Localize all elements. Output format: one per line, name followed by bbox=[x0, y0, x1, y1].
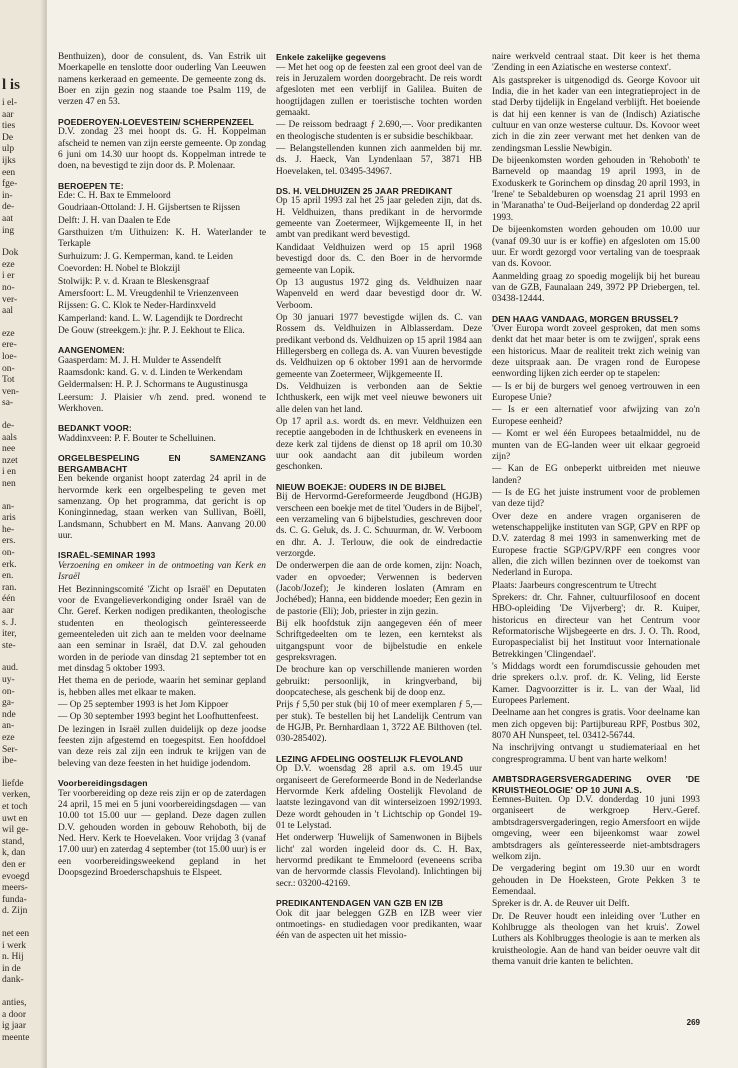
spine-fragment: uwt en bbox=[2, 813, 28, 824]
spine-fragment: ers. bbox=[2, 536, 16, 547]
spine-fragment: no- bbox=[2, 283, 15, 293]
spine-fragment: Ser- bbox=[2, 744, 18, 755]
spine-fragment: i en bbox=[2, 467, 16, 478]
spine-fragment: et toch bbox=[2, 802, 28, 812]
paragraph: Op D.V. woensdag 28 april a.s. om 19.45 uur organiseert de Gereformeerde Bond in de Nederlandse Hervormde Kerk afdeling Oostelijk Flevoland de laatste lezingavond van dit winterseizoen 1992/1993. Deze wordt gehouden in 't Lichtschip op Gondel 19-01 te Lelystad. bbox=[276, 764, 482, 831]
section-heading: AMBTSDRAGERSVERGADERING OVER 'DE KRUISTHEOLOGIE' OP 10 JUNI A.S. bbox=[492, 774, 700, 795]
spine-fragment: eze bbox=[2, 733, 15, 743]
adjacent-page-spine bbox=[0, 0, 47, 1068]
paragraph: Het thema en de periode, waarin het seminar gepland is, hebben alles met elkaar te maken. bbox=[58, 676, 266, 698]
paragraph: Ds. Veldhuizen is verbonden aan de Sektie Ichthuskerk, een wijk met veel nieuwe bewoners uit alle delen van het land. bbox=[276, 381, 482, 415]
spine-fragment: stand, bbox=[2, 836, 25, 847]
paragraph: Rijssen: G. C. Klok te Neder-Hardinxveld bbox=[58, 301, 216, 312]
spine-fragment: eze bbox=[2, 259, 15, 270]
paragraph: Amersfoort: L. M. Vreugdenhil te Vrienzenveen bbox=[58, 288, 239, 299]
paragraph: Een bekende organist hoopt zaterdag 24 april in de hervormde kerk een orgelbespeling te geven met samenzang. Op het programma, dat gericht is op Koninginnedag, staan werken van Sullivan, Boëll, Landsmann, Schubbert en M. Mans. Aanvang 20.00 uur. bbox=[58, 474, 266, 541]
paragraph: 'Over Europa wordt zoveel gesproken, dat men soms denkt dat het maar beter is om te zwijgen', sprak eens een historicus. Maar de realiteit trekt zich weinig van deze uitspraak aan. De vragen rond de Europese eenwording lijken zich eerder op te stapelen: bbox=[492, 324, 700, 380]
paragraph: — Komt er wel één Europees betaalmiddel, nu de munten van de EG-landen weer uit elkaar gegroeid zijn? bbox=[492, 429, 700, 462]
spine-fragment: ulp bbox=[2, 144, 15, 155]
paragraph: Surhuizum: J. G. Kemperman, kand. te Leiden bbox=[58, 251, 233, 262]
spine-fragment: fge- bbox=[2, 179, 18, 190]
paragraph: Ede: C. H. Bax te Emmeloord bbox=[58, 191, 171, 202]
paragraph: Op 17 april a.s. wordt ds. en mevr. Veldhuizen een receptie aangeboden in de Ichthuskerk en eveneens in deze kerk zal tijdens de dienst op 18 april om 10.30 uur ook aandacht aan dit jubileum worden geschonken. bbox=[276, 416, 482, 473]
spine-fragment: verken, bbox=[2, 790, 31, 801]
paragraph: Delft: J. H. van Daalen te Ede bbox=[58, 215, 171, 226]
spine-fragment: ere- bbox=[2, 340, 17, 351]
paragraph: Garsthuizen t/m Uithuizen: K. H. Waterlander te Terkaple bbox=[58, 228, 266, 250]
paragraph: — Op 25 september 1993 is het Jom Kippoer bbox=[58, 699, 229, 710]
paragraph: Plaats: Jaarbeurs congrescentrum te Utrecht bbox=[492, 580, 657, 591]
spine-fragment: in de bbox=[2, 963, 21, 974]
spine-fragment: an- bbox=[2, 501, 15, 512]
spine-fragment: aar bbox=[2, 606, 14, 616]
section-heading: PREDIKANTENDAGEN VAN GZB EN IZB bbox=[276, 898, 444, 909]
spine-fragment: ste- bbox=[2, 640, 16, 651]
spine-fragment: sa- bbox=[2, 398, 14, 409]
spine-fragment: dank- bbox=[2, 975, 24, 986]
paragraph: Aanmelding graag zo spoedig mogelijk bij het bureau van de GZB, Faunalaan 249, 3972 PP Driebergen, tel. 03438-12444. bbox=[492, 271, 700, 305]
paragraph: De vergadering begint om 19.30 uur en wordt gehouden in De Hoeksteen, Grote Pekken 3 te Eemendaal. bbox=[492, 864, 700, 897]
section-heading: ORGELBESPELING EN SAMENZANG BERGAMBACHT bbox=[58, 453, 266, 474]
spine-fragment: net een bbox=[2, 929, 30, 939]
spine-fragment: on- bbox=[2, 363, 15, 374]
paragraph: De bijeenkomsten worden gehouden in 'Rehoboth' te Barneveld op maandag 19 april 1993, in de Exoduskerk te Gorinchem op dinsdag 20 april 1993, in 'Irene' te Sebaldeburen op woensdag 21 april 1993 en in 'Maranatha' te Oud-Beijerland op donderdag 22 april 1993. bbox=[492, 156, 700, 223]
paragraph: De bijeenkomsten worden gehouden om 10.00 uur (vanaf 09.30 uur is er koffie) en afgesloten om 15.00 uur. Er wordt gezorgd voor vertaling van de toespraak van ds. Kovoor. bbox=[492, 225, 700, 270]
paragraph: Raamsdonk: kand. G. v. d. Linden te Werkendam bbox=[58, 368, 243, 379]
paragraph: De brochure kan op verschillende manieren worden gebruikt: persoonlijk, in kringverband, bij doopcatechese, als geschenk bij de doop enz. bbox=[276, 665, 482, 699]
paragraph: Sprekers: dr. Chr. Fahner, cultuurfilosoof en docent HBO-opleiding 'De Vijverberg'; dr. R. Kuiper, historicus en directeur van het Centrum voor Reformatorische Wijsbegeerte en drs. J. O. Th. Rood, Europaspecialist bij het Instituut voor Internationale Betrekkingen 'Clingendael'. bbox=[492, 592, 700, 660]
paragraph: naire werkveld centraal staat. Dit keer is het thema 'Zending in een Aziatische en westerse context'. bbox=[492, 52, 700, 74]
spine-fragment: Dok bbox=[2, 248, 19, 259]
spine-fragment: loe- bbox=[2, 352, 17, 362]
paragraph: Geldermalsen: H. P. J. Schormans te Augustinusga bbox=[58, 380, 248, 391]
spine-fragment: on- bbox=[2, 548, 15, 558]
paragraph: Dr. De Reuver houdt een inleiding over 'Luther en Kohlbrugge als theologen van het kruis'. Zowel Luthers als Kohlbrugges theologie is aan te merken als kruistheologie. Aan de hand van beider oeuvre valt dit thema vanuit drie kanten te belichten. bbox=[492, 911, 700, 967]
spine-fragment: l is bbox=[2, 77, 20, 93]
column-middle bbox=[276, 52, 482, 944]
paragraph: De Gouw (streekgem.): jhr. P. J. Eekhout te Elica. bbox=[58, 325, 245, 336]
spine-fragment: nee bbox=[2, 444, 16, 455]
section-subtitle: Verzoening en omkeer in de ontmoeting van Kerk en Israël bbox=[58, 560, 266, 583]
paragraph: — Is er bij de burgers wel genoeg vertrouwen in een Europese Unie? bbox=[492, 381, 700, 404]
spine-fragment: nde bbox=[2, 709, 16, 720]
paragraph: Op 30 januari 1977 bevestigde wijlen ds. C. van Rossem ds. Veldhuizen in Alblasserdam. Deze predikant verbond ds. Veldhuizen op 15 april 1984 aan Hillegersberg en collega ds. A. van Vuuren bevestigde ds. Veldhuizen op 6 oktober 1991 aan de hervormde gemeente van Zoetermeer, Wijkgemeente II. bbox=[276, 312, 482, 380]
spine-fragment: liefde bbox=[2, 778, 24, 789]
magazine-page bbox=[50, 0, 738, 1068]
paragraph: Op 15 april 1993 zal het 25 jaar geleden zijn, dat ds. H. Veldhuizen, thans predikant in de hervormde gemeente van Zoetermeer, Wijkgemeente II, in het ambt van predikant werd bevestigd. bbox=[276, 196, 482, 241]
spine-fragment: nen bbox=[2, 479, 16, 489]
spine-fragment: aud. bbox=[2, 663, 19, 674]
column-right bbox=[492, 52, 700, 969]
paragraph: Waddinxveen: P. F. Bouter te Schelluinen. bbox=[58, 433, 216, 444]
section-heading: NIEUW BOEKJE: OUDERS IN DE BIJBEL bbox=[276, 481, 446, 492]
spine-fragment: en. bbox=[2, 571, 14, 582]
section-heading: ISRAËL-SEMINAR 1993 bbox=[58, 550, 156, 561]
spine-fragment: meers- bbox=[2, 883, 28, 894]
section-heading: BEDANKT VOOR: bbox=[58, 423, 132, 434]
paragraph: — Met het oog op de feesten zal een groot deel van de reis in Jeruzalem worden doorgebracht. De reis wordt afgesloten met een verblijf in Galilea. Buiten de hoogtijdagen zullen er toeristische tochten worden gemaakt. bbox=[276, 62, 482, 118]
spine-fragment: ing bbox=[2, 225, 15, 236]
paragraph: — Is de EG het juiste instrument voor de problemen van deze tijd? bbox=[492, 487, 700, 510]
section-heading: Enkele zakelijke gegevens bbox=[276, 52, 386, 62]
paragraph: Eemnes-Buiten. Op D.V. donderdag 10 juni 1993 organiseert de werkgroep Herv.-Geref. ambtsdragersvergaderingen, regio Amersfoort en wijde omgeving, weer een bijeenkomst waar zowel ambtsdragers als geïnteresseerde niet-ambtsdragers welkom zijn. bbox=[492, 795, 700, 862]
paragraph: — Op 30 september 1993 begint het Loofhuttenfeest. bbox=[58, 712, 259, 723]
section-heading: Voorbereidingsdagen bbox=[58, 778, 148, 789]
spine-fragment: ver- bbox=[2, 294, 18, 305]
spine-fragment: erk. bbox=[2, 559, 17, 570]
spine-fragment: nzet bbox=[2, 455, 18, 466]
spine-fragment: funda- bbox=[2, 894, 27, 905]
section-heading: BEROEPEN TE: bbox=[58, 180, 124, 191]
paragraph: 's Middags wordt een forumdiscussie gehouden met drie sprekers o.l.v. prof. dr. K. Veling, lid Eerste Kamer. Dagvoorzitter is ir. L. van der Waal, lid Europees Parlement. bbox=[492, 662, 700, 707]
paragraph: Ook dit jaar beleggen GZB en IZB weer vier ontmoetings- en studiedagen voor predikanten, waar één van de aspecten uit het missio- bbox=[276, 908, 482, 942]
spine-fragment: aal bbox=[2, 306, 14, 317]
paragraph: — De reissom bedraagt ƒ 2.690,—. Voor predikanten en theologische studenten is er subsidie beschikbaar. bbox=[276, 120, 482, 142]
paragraph: Kandidaat Veldhuizen werd op 15 april 1968 bevestigd door ds. C. den Boer in de hervormde gemeente van Lopik. bbox=[276, 242, 482, 276]
paragraph: Goudriaan-Ottoland: J. H. Gijsbertsen te Rijssen bbox=[58, 203, 241, 214]
spine-fragment: aat bbox=[2, 214, 14, 224]
spine-fragment: in- bbox=[2, 190, 13, 201]
spine-fragment: i el- bbox=[2, 98, 18, 108]
paragraph: Deelname aan het congres is gratis. Voor deelname kan men zich opgeven bij: Partijbureau RPF, Postbus 302, 8070 AH Nunspeet, tel. 03412-56744. bbox=[492, 708, 700, 742]
spine-fragment: één bbox=[2, 594, 16, 605]
paragraph: Gaasperdam: M. J. H. Mulder te Assendelft bbox=[58, 355, 222, 366]
spine-fragment: ga- bbox=[2, 698, 15, 709]
paragraph: — Belangstellenden kunnen zich aanmelden bij mr. ds. J. Haeck, Van Lyndenlaan 57, 3871 HB Hoevelaken, tel. 03495-34967. bbox=[276, 143, 482, 177]
paragraph: Benthuizen), door de consulent, ds. Van Estrik uit Moerkapelle en tenslotte door ouderling Van Leeuwen namens kerkeraad en gemeente. De gemeente zong ds. Boer en zijn gezin nog staande toe Psalm 119, de verzen 47 en 53. bbox=[58, 52, 266, 108]
paragraph: Het Bezinningscomité 'Zicht op Israël' en Deputaten voor de Evangelieverkondiging onder Israël van de Chr. Geref. Kerken nodigen predikanten, theologische studenten en theologisch geïnteresseerde gemeenteleden uit zich aan te melden voor deelname aan een seminar in Israël, dat D.V. zal gehouden worden in de periode van dinsdag 21 september tot en met dinsdag 5 oktober 1993. bbox=[58, 584, 266, 674]
section-heading: DEN HAAG VANDAAG, MORGEN BRUSSEL? bbox=[492, 313, 679, 324]
paragraph: Coevorden: H. Nobel te Blokzijl bbox=[58, 264, 181, 275]
spine-fragment: eze bbox=[2, 328, 15, 339]
page-number: 269 bbox=[686, 1018, 700, 1027]
paragraph: Leersum: J. Plaisier v/h zend. pred. wonend te Werkhoven. bbox=[58, 392, 266, 415]
paragraph: Na inschrijving ontvangt u studiemateriaal en het congresprogramma. U bent van harte welkom! bbox=[492, 743, 700, 765]
spine-fragment: iter, bbox=[2, 629, 17, 640]
spine-fragment: n. Hij bbox=[2, 952, 24, 963]
section-heading: LEZING AFDELING OOSTELIJK FLEVOLAND bbox=[276, 753, 463, 764]
paragraph: — Is er een alternatief voor afwijzing van zo'n Europese eenheid? bbox=[492, 405, 700, 427]
paragraph: Prijs ƒ 5,50 per stuk (bij 10 of meer exemplaren ƒ 5,— per stuk). Te bestellen bij het Landelijk Centrum van de HGJB, Pr. Bernhardlaan 1, 3722 AE Bilthoven (tel. 030-285402). bbox=[276, 700, 482, 745]
spine-fragment: he- bbox=[2, 524, 15, 535]
paragraph: De onderwerpen die aan de orde komen, zijn: Noach, vader en opvoeder; Verwennen is bederven (Jacob/Jozef); Je kinderen loslaten (Amram en Jochébed); Hanna, een biddende moeder; Een gezin in de pastorie (Eli); Job, priester in zijn gezin. bbox=[276, 561, 482, 617]
paragraph: — Kan de EG onbeperkt uitbreiden met nieuwe landen? bbox=[492, 464, 700, 486]
spine-fragment: an- bbox=[2, 721, 15, 732]
spine-fragment: den er bbox=[2, 860, 26, 870]
section-heading: POEDEROYEN-LOEVESTEIN/ SCHERPENZEEL bbox=[58, 116, 254, 127]
page-gutter-shadow bbox=[40, 0, 47, 1068]
spine-fragment: De bbox=[2, 132, 14, 143]
spine-fragment: ven- bbox=[2, 386, 19, 397]
spine-fragment: a door bbox=[2, 1009, 27, 1020]
paragraph: Als gastspreker is uitgenodigd ds. George Kovoor uit India, die in het kader van een integratieproject in de stad Derby tijdelijk in Engeland verblijft. Het boeiende is dat hij een kenner is van de (Indisch) Aziatische cultuur en van onze westerse cultuur. Ds. Kovoor weet zich in die zin zeer verwant met het denken van de zendingsman Lesslie Newbigin. bbox=[492, 75, 700, 154]
paragraph: Stolwijk: P. v. d. Kraan te Bleskensgraaf bbox=[58, 276, 210, 287]
spine-fragment: ran. bbox=[2, 582, 17, 593]
spine-fragment: i er bbox=[2, 271, 15, 282]
spine-fragment: on- bbox=[2, 686, 15, 697]
paragraph: Het onderwerp 'Huwelijk of Samenwonen in Bijbels licht' zal worden ingeleid door ds. C. H. Bax, hervormd predikant te Emmeloord (eveneens scriba van de hervormde classis Flevoland). Inlichtingen bij secr.: 03200-42169. bbox=[276, 833, 482, 889]
spine-fragment: de- bbox=[2, 421, 15, 431]
paragraph: Over deze en andere vragen organiseren de wetenschappelijke instituten van SGP, GPV en RPF op D.V. zaterdag 8 mei 1993 in samenwerking met de Europese fractie SGP/GPV/RPF een congres voor allen, die zich willen bezinnen over de toekomst van Nederland in Europa. bbox=[492, 511, 700, 579]
spine-fragment: aals bbox=[2, 432, 17, 443]
paragraph: Bij de Hervormd-Gereformeerde Jeugdbond (HGJB) verscheen een boekje met de titel 'Ouders in de Bijbel', een verzameling van 6 bijbelstudies, geschreven door ds. C. G. Geluk, ds. J. C. Schuurman, dr. W. Verboom en dhr. A. J. Terlouw, die ook de eindredactie verzorgde. bbox=[276, 492, 482, 559]
spine-fragment: evoegd bbox=[2, 871, 30, 882]
spine-fragment: wil ge- bbox=[2, 825, 29, 836]
spine-fragment: meente bbox=[2, 1032, 30, 1043]
column-left bbox=[58, 52, 266, 880]
paragraph: Bij elk hoofdstuk zijn aangegeven één of meer Schriftgedeelten om te lezen, een kerntekst als uitgangspunt voor de bijbelstudie en enkele gespreksvragen. bbox=[276, 618, 482, 663]
spine-fragment: aar bbox=[2, 109, 14, 120]
paragraph: Op 13 augustus 1972 ging ds. Veldhuizen naar Wapenveld en werd daar bevestigd door dr. W. Verboom. bbox=[276, 277, 482, 311]
paragraph: D.V. zondag 23 mei hoopt ds. G. H. Koppelman afscheid te nemen van zijn eerste gemeente. Op zondag 6 juni om 14.30 uur hoopt ds. Koppelman intrede te doen, na bevestigd te zijn door ds. P. Molenaar. bbox=[58, 127, 266, 172]
spine-fragment: uy- bbox=[2, 675, 15, 685]
spine-fragment: d. Zijn bbox=[2, 906, 28, 917]
spine-fragment: s. J. bbox=[2, 617, 17, 628]
paragraph: De lezingen in Israël zullen duidelijk op deze joodse feesten zijn afgestemd en toegespitst. Een hoofddoel van deze reis zal zijn een indruk te krijgen van de beleving van deze feesten in het huidige jodendom. bbox=[58, 724, 266, 769]
spine-fragment: de- bbox=[2, 202, 15, 213]
spine-fragment: Tot bbox=[2, 375, 15, 386]
spine-fragment: een bbox=[2, 167, 16, 178]
paragraph: Spreker is dr. A. de Reuver uit Delft. bbox=[492, 899, 630, 910]
spine-fragment: ig jaar bbox=[2, 1021, 27, 1032]
section-heading: DS. H. VELDHUIZEN 25 JAAR PREDIKANT bbox=[276, 185, 453, 196]
spine-fragment: aris bbox=[2, 513, 16, 524]
paragraph: Kamperland: kand. L. W. Lagendijk te Dordrecht bbox=[58, 313, 243, 324]
spine-fragment: i werk bbox=[2, 940, 27, 951]
spine-fragment: anties, bbox=[2, 998, 27, 1008]
section-heading: AANGENOMEN: bbox=[58, 345, 125, 356]
spine-fragment: ibe- bbox=[2, 756, 17, 767]
paragraph: Ter voorbereiding op deze reis zijn er op de zaterdagen 24 april, 15 mei en 5 juni voorbereidingsdagen — van 10.00 tot 15.00 uur — gepland. Deze dagen zullen D.V. gehouden worden in gebouw Rehoboth, bij de Ned. Herv. Kerk te Hoevelaken. Voor vrijdag 3 (vanaf 17.00 uur) en zaterdag 4 september (tot 15.00 uur) is er een voorbereidingsweekend gepland in het Doopsgezind Broederschapshuis te Elspeet. bbox=[58, 788, 266, 878]
spine-fragment: k, dan bbox=[2, 848, 26, 859]
spine-fragment: ties bbox=[2, 121, 16, 132]
spine-fragment: ijks bbox=[2, 156, 16, 166]
